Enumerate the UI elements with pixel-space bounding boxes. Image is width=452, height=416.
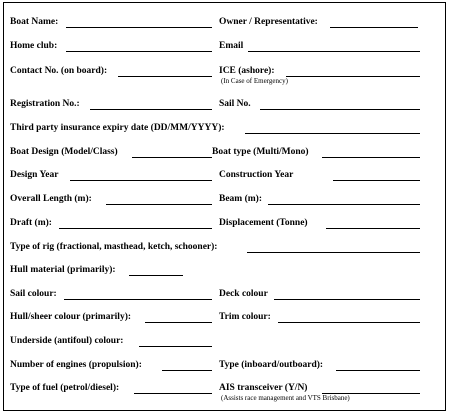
ice-note: (In Case of Emergency) xyxy=(221,77,288,85)
displacement-label: Displacement (Tonne) xyxy=(219,218,308,228)
hull-sheer-colour-field[interactable] xyxy=(145,322,212,323)
insurance-expiry-field[interactable] xyxy=(245,133,420,134)
engine-type-field[interactable] xyxy=(336,370,420,371)
underside-colour-field[interactable] xyxy=(139,346,212,347)
underside-colour-label: Underside (antifoul) colour: xyxy=(10,336,124,346)
insurance-expiry-label: Third party insurance expiry date (DD/MM/YYYY): xyxy=(10,123,225,133)
boat-registration-form xyxy=(3,2,446,411)
ais-note: (Assists race management and VTS Brisbane) xyxy=(221,394,350,402)
construction-year-field[interactable] xyxy=(333,180,420,181)
boat-type-label: Boat type (Multi/Mono) xyxy=(212,147,309,157)
design-year-label: Design Year xyxy=(10,170,59,180)
home-club-field[interactable] xyxy=(66,51,212,52)
sail-colour-field[interactable] xyxy=(64,299,212,300)
ice-field[interactable] xyxy=(286,76,420,77)
ice-label: ICE (ashore): xyxy=(219,66,275,76)
fuel-type-label: Type of fuel (petrol/diesel): xyxy=(10,383,120,393)
trim-colour-field[interactable] xyxy=(278,322,420,323)
design-year-field[interactable] xyxy=(70,180,212,181)
sail-colour-label: Sail colour: xyxy=(10,289,57,299)
contact-no-label: Contact No. (on board): xyxy=(10,66,108,76)
type-of-rig-field[interactable] xyxy=(247,252,420,253)
home-club-label: Home club: xyxy=(10,41,58,51)
hull-material-field[interactable] xyxy=(129,275,183,276)
hull-material-label: Hull material (primarily): xyxy=(10,265,116,275)
sail-no-field[interactable] xyxy=(260,109,420,110)
draft-field[interactable] xyxy=(59,228,212,229)
fuel-type-field[interactable] xyxy=(134,393,212,394)
boat-name-field[interactable] xyxy=(66,27,212,28)
number-of-engines-label: Number of engines (propulsion): xyxy=(10,360,142,370)
deck-colour-field[interactable] xyxy=(274,299,420,300)
trim-colour-label: Trim colour: xyxy=(219,312,271,322)
boat-type-field[interactable] xyxy=(322,157,420,158)
email-field[interactable] xyxy=(248,51,420,52)
registration-no-field[interactable] xyxy=(90,109,212,110)
beam-label: Beam (m): xyxy=(219,194,262,204)
draft-label: Draft (m): xyxy=(10,218,52,228)
hull-sheer-colour-label: Hull/sheer colour (primarily): xyxy=(10,312,132,322)
engine-type-label: Type (inboard/outboard): xyxy=(219,360,324,370)
overall-length-field[interactable] xyxy=(106,204,212,205)
boat-design-label: Boat Design (Model/Class) xyxy=(10,147,118,157)
boat-design-field[interactable] xyxy=(132,157,212,158)
contact-no-field[interactable] xyxy=(118,76,212,77)
number-of-engines-field[interactable] xyxy=(162,370,212,371)
sail-no-label: Sail No. xyxy=(219,99,251,109)
email-label: Email xyxy=(219,41,244,51)
registration-no-label: Registration No.: xyxy=(10,99,80,109)
owner-representative-field[interactable] xyxy=(330,27,418,28)
displacement-field[interactable] xyxy=(326,228,420,229)
ais-transceiver-label: AIS transceiver (Y/N) xyxy=(219,383,308,393)
owner-representative-label: Owner / Representative: xyxy=(219,17,318,27)
construction-year-label: Construction Year xyxy=(219,170,294,180)
type-of-rig-label: Type of rig (fractional, masthead, ketch, schooner): xyxy=(10,242,218,252)
boat-name-label: Boat Name: xyxy=(10,17,59,27)
overall-length-label: Overall Length (m): xyxy=(10,194,92,204)
deck-colour-label: Deck colour xyxy=(219,289,268,299)
beam-field[interactable] xyxy=(268,204,420,205)
